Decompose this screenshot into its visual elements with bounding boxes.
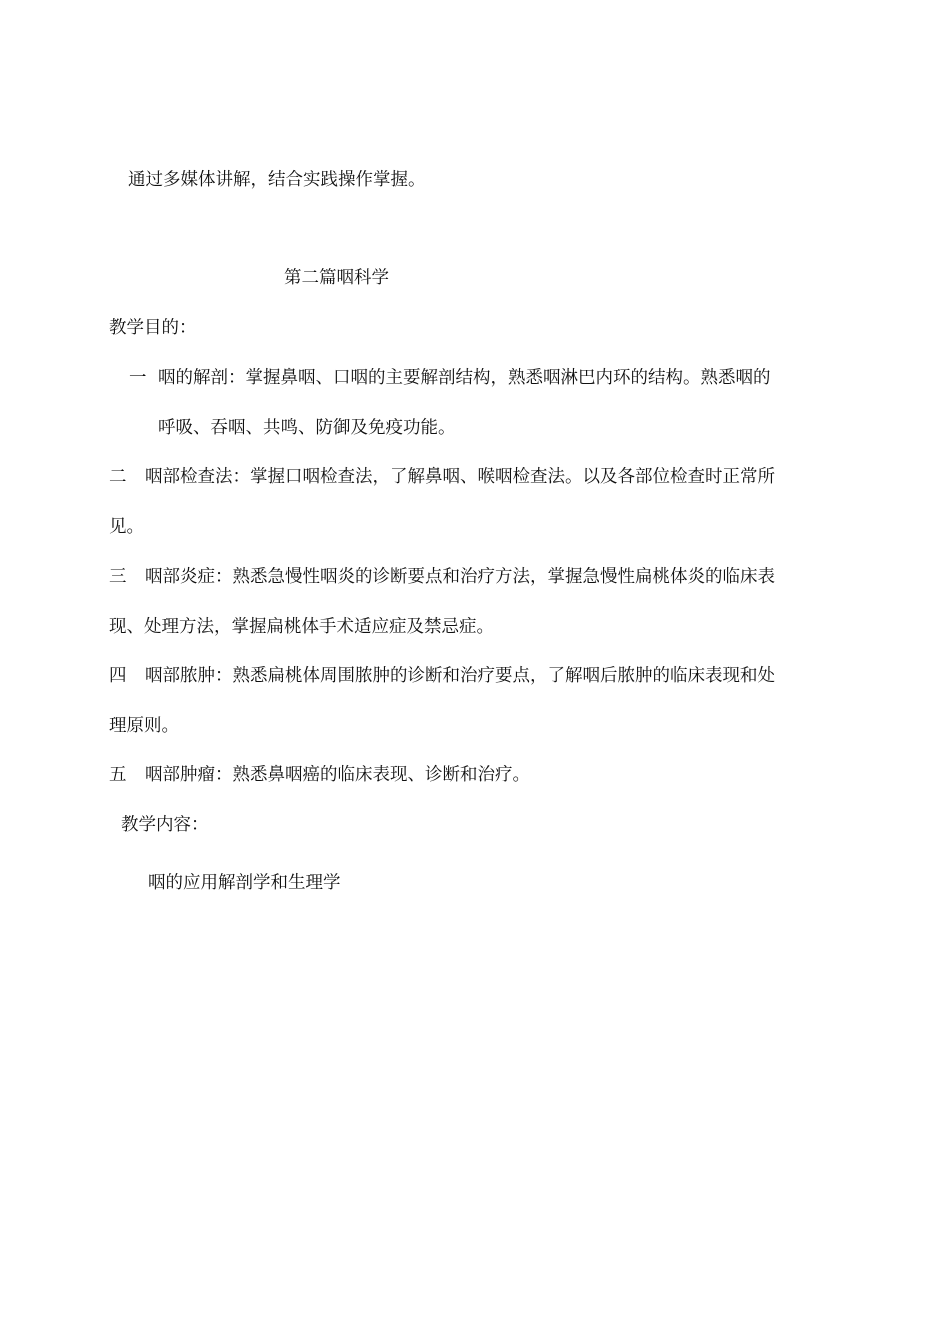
objective-4-text-continued: 理原则。 — [109, 716, 179, 736]
content-heading: 教学内容： — [121, 815, 209, 835]
objective-2-text: 咽部检查法：掌握口咽检查法，了解鼻咽、喉咽检查法。以及各部位检查时正常所 — [145, 467, 775, 487]
intro-text: 通过多媒体讲解，结合实践操作掌握。 — [128, 170, 426, 190]
section-title: 第二篇咽科学 — [284, 268, 389, 288]
objective-4-text: 咽部脓肿：熟悉扁桃体周围脓肿的诊断和治疗要点，了解咽后脓肿的临床表现和处 — [145, 666, 775, 686]
content-item: 咽的应用解剖学和生理学 — [148, 873, 341, 893]
objective-2-text-continued: 见。 — [109, 517, 144, 537]
objective-4-number: 四 — [109, 666, 127, 686]
objective-3-text: 咽部炎症：熟悉急慢性咽炎的诊断要点和治疗方法，掌握急慢性扁桃体炎的临床表 — [145, 567, 775, 587]
objectives-heading: 教学目的： — [109, 318, 197, 338]
objective-1-text: 咽的解剖：掌握鼻咽、口咽的主要解剖结构，熟悉咽淋巴内环的结构。熟悉咽的 — [158, 368, 771, 388]
objective-3-text-continued: 现、处理方法，掌握扁桃体手术适应症及禁忌症。 — [109, 617, 494, 637]
objective-1-number: 一 — [129, 368, 147, 388]
objective-1-text-continued: 呼吸、吞咽、共鸣、防御及免疫功能。 — [158, 418, 456, 438]
objective-3-number: 三 — [109, 567, 127, 587]
objective-5-number: 五 — [109, 765, 127, 785]
objective-5-text: 咽部肿瘤：熟悉鼻咽癌的临床表现、诊断和治疗。 — [145, 765, 530, 785]
objective-2-number: 二 — [109, 467, 127, 487]
